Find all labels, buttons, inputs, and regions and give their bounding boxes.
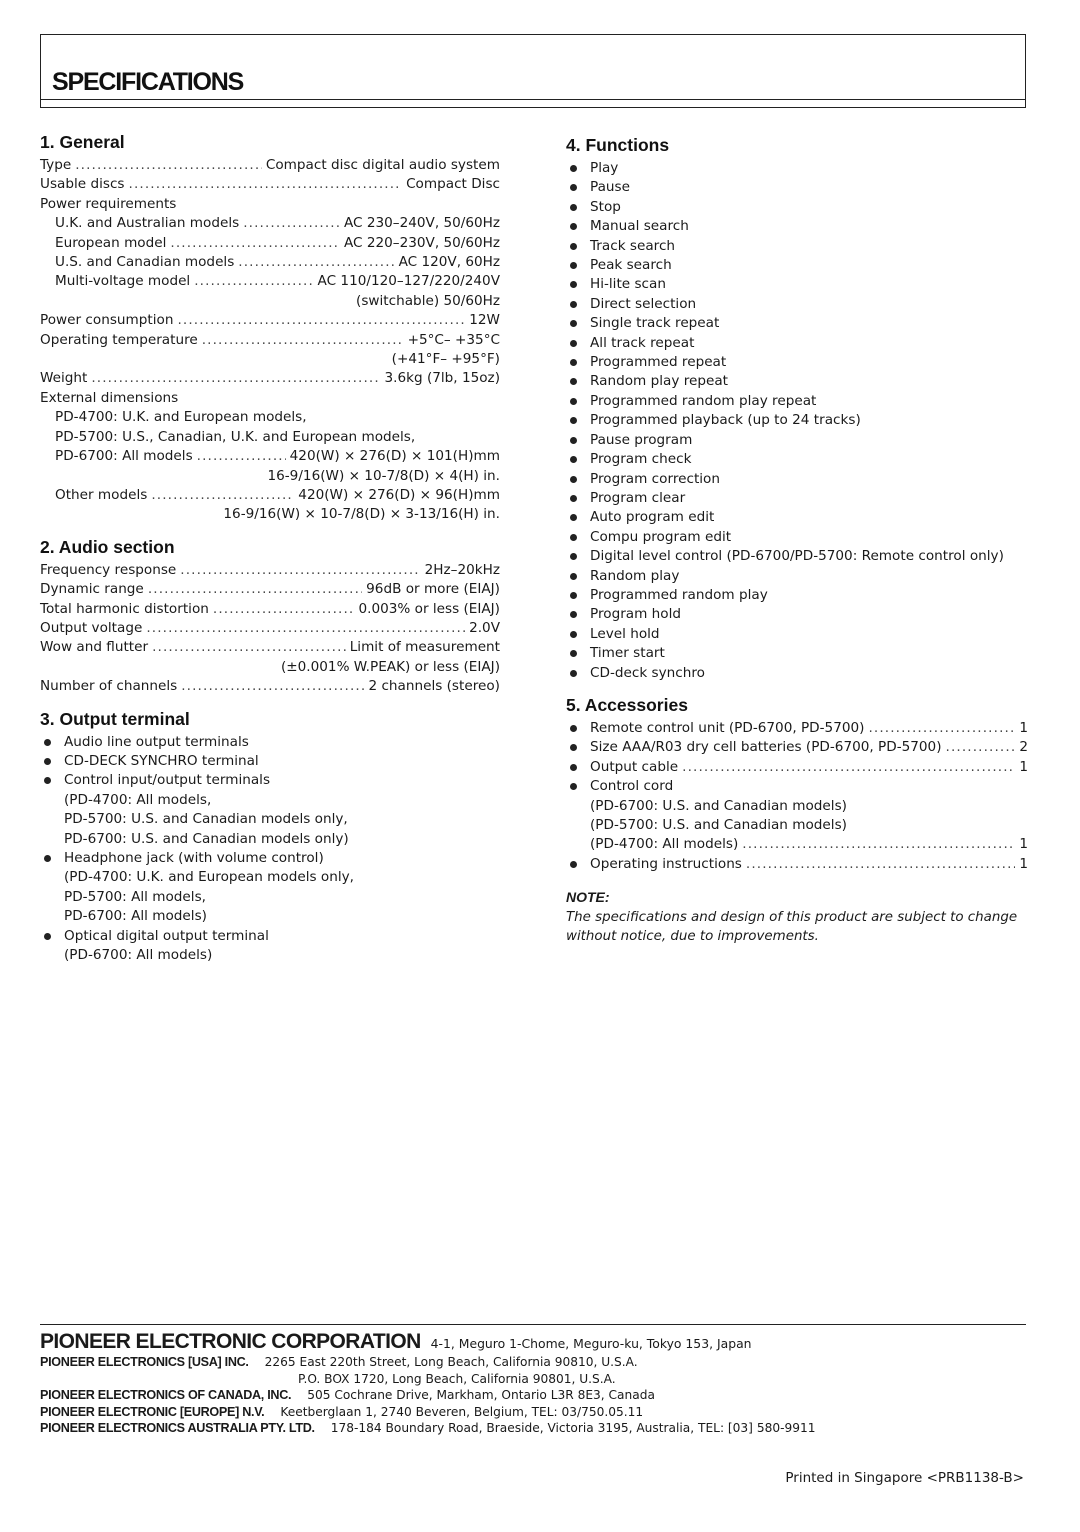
note-line-1: The specifications and design of this product are subject to change <box>566 909 1018 925</box>
spec-power-requirements: Power requirements <box>40 195 177 212</box>
list-item-sub: (PD-6700: All models) <box>64 947 213 964</box>
list-item-sub: (PD-6700: U.S. and Canadian models) <box>590 797 847 814</box>
list-item-sub: PD-6700: U.S. and Canadian models only) <box>64 830 349 847</box>
office-europe: PIONEER ELECTRONIC [EUROPE] N.V. Keetberglaan 1, 2740 Beveren, Belgium, TEL: 03/750.05.11 <box>40 1404 644 1419</box>
spec-external-dimensions: External dimensions <box>40 389 179 406</box>
list-item-sub: PD-6700: All models) <box>64 908 207 925</box>
accessory-control-cord: Control cord <box>566 777 1028 796</box>
list-item: Stop <box>566 198 1028 217</box>
list-item: Random play repeat <box>566 372 1028 391</box>
corp-address: 4-1, Meguro 1-Chome, Meguro-ku, Tokyo 153, Japan <box>430 1336 752 1351</box>
spec-row-operating-temperature: Operating temperature . . . +5°C– +35°C <box>40 331 500 350</box>
spec-temperature-fahrenheit: (+41°F– +95°F) <box>391 351 500 368</box>
list-item: Direct selection <box>566 295 1028 314</box>
spec-row-type: Type . . . Compact disc digital audio system <box>40 156 500 175</box>
list-item-sub: PD-5700: All models, <box>64 888 206 905</box>
list-item-sub: (PD-4700: All models, <box>64 791 212 808</box>
list-item: Optical digital output terminal <box>40 927 500 946</box>
spec-row-us-models: U.S. and Canadian models . . . AC 120V, 60Hz <box>40 253 500 272</box>
list-item: Timer start <box>566 644 1028 663</box>
spec-row-wow-flutter: Wow and flutter . . . Limit of measurement <box>40 638 500 657</box>
list-item-sub: PD-5700: U.S. and Canadian models only, <box>64 811 348 828</box>
section-audio-heading: 2. Audio section <box>40 536 175 557</box>
list-item: Program clear <box>566 489 1028 508</box>
list-item: Headphone jack (with volume control) <box>40 849 500 868</box>
corp-name: PIONEER ELECTRONIC CORPORATION <box>40 1330 421 1353</box>
accessory-remote-control: Remote control unit (PD-6700, PD-5700) . . . 1 <box>566 719 1028 738</box>
accessory-operating-instructions: Operating instructions . . . 1 <box>566 855 1028 874</box>
functions-list <box>566 159 1028 683</box>
spec-row-uk-models: U.K. and Australian models . . . AC 230–240V, 50/60Hz <box>40 214 500 233</box>
section-functions-heading: 4. Functions <box>566 135 670 155</box>
spec-row-power-consumption: Power consumption . . . 12W <box>40 311 500 330</box>
office-canada: PIONEER ELECTRONICS OF CANADA, INC. 505 Cochrane Drive, Markham, Ontario L3R 8E3, Canada <box>40 1388 655 1403</box>
office-usa: PIONEER ELECTRONICS [USA] INC. 2265 East 220th Street, Long Beach, California 90810, U.S.A. <box>40 1355 638 1369</box>
list-item: Program check <box>566 450 1028 469</box>
spec-row-multi-voltage: Multi-voltage model . . . AC 110/120–127/220/240V <box>40 272 500 291</box>
spec-row-output-voltage: Output voltage . . . 2.0V <box>40 619 500 638</box>
accessory-batteries: Size AAA/R03 dry cell batteries (PD-6700, PD-5700) . . . 2 <box>566 738 1028 757</box>
office-usa-po-box: P.O. BOX 1720, Long Beach, California 90801, U.S.A. <box>298 1371 616 1386</box>
list-item: Program hold <box>566 605 1028 624</box>
list-item-sub: (PD-5700: U.S. and Canadian models) <box>590 817 847 833</box>
section-accessories-heading: 5. Accessories <box>566 694 688 715</box>
spec-pd6700-inches: 16-9/16(W) × 10-7/8(D) × 4(H) in. <box>267 467 500 484</box>
spec-row-frequency-response: Frequency response . . . 2Hz–20kHz <box>40 561 500 580</box>
list-item: Auto program edit <box>566 508 1028 527</box>
list-item: CD-DECK SYNCHRO terminal <box>40 752 500 771</box>
list-item: Hi-lite scan <box>566 275 1028 294</box>
spec-pd5700-models: PD-5700: U.S., Canadian, U.K. and European models, <box>55 428 416 445</box>
right-column <box>566 131 1028 946</box>
list-item: All track repeat <box>566 334 1028 353</box>
corp-headquarters <box>40 1330 1030 1354</box>
spec-pd4700-models: PD-4700: U.K. and European models, <box>55 409 307 426</box>
list-item: Digital level control (PD-6700/PD-5700: Remote control only) <box>566 547 1028 566</box>
spec-multi-voltage-cont: (switchable) 50/60Hz <box>356 292 500 309</box>
print-code: Printed in Singapore <PRB1138-B> <box>785 1470 1024 1486</box>
page-title: SPECIFICATIONS <box>52 68 244 96</box>
spec-wow-flutter-cont: (±0.001% W.PEAK) or less (EIAJ) <box>280 658 500 675</box>
footer-divider <box>40 1324 1026 1325</box>
list-item: Program correction <box>566 470 1028 489</box>
list-item: Play <box>566 159 1028 178</box>
spec-row-dynamic-range: Dynamic range . . . 96dB or more (EIAJ) <box>40 580 500 599</box>
list-item: Control input/output terminals <box>40 771 500 790</box>
list-item: Level hold <box>566 625 1028 644</box>
note-line-2: without notice, due to improvements. <box>566 929 819 945</box>
accessory-control-cord-pd4700: (PD-4700: All models) . . . 1 <box>566 835 1028 854</box>
list-item: Manual search <box>566 217 1028 236</box>
list-item: Compu program edit <box>566 528 1028 547</box>
spec-row-channels: Number of channels . . . 2 channels (stereo) <box>40 677 500 696</box>
list-item: Random play <box>566 567 1028 586</box>
list-item: Programmed playback (up to 24 tracks) <box>566 411 1028 430</box>
list-item: Programmed random play <box>566 586 1028 605</box>
section-output-heading: 3. Output terminal <box>40 708 190 729</box>
list-item: Programmed random play repeat <box>566 392 1028 411</box>
office-australia: PIONEER ELECTRONICS AUSTRALIA PTY. LTD. 178-184 Boundary Road, Braeside, Victoria 3195, Australia, TEL: [03] 580-9911 <box>40 1421 816 1436</box>
spec-row-other-models: Other models . . . 420(W) × 276(D) × 96(H)mm <box>40 486 500 505</box>
note-heading: NOTE: <box>566 889 610 906</box>
list-item: Track search <box>566 237 1028 256</box>
spec-row-european-model: European model . . . AC 220–230V, 50/60Hz <box>40 234 500 253</box>
list-item: Audio line output terminals <box>40 733 500 752</box>
accessory-output-cable: Output cable . . . 1 <box>566 758 1028 777</box>
spec-row-usable-discs: Usable discs . . . Compact Disc <box>40 175 500 194</box>
list-item: Peak search <box>566 256 1028 275</box>
list-item: Programmed repeat <box>566 353 1028 372</box>
spec-row-weight: Weight . . . 3.6kg (7lb, 15oz) <box>40 369 500 388</box>
section-general-heading: 1. General <box>40 132 125 152</box>
list-item: Pause program <box>566 431 1028 450</box>
spec-row-thd: Total harmonic distortion . . . 0.003% or less (EIAJ) <box>40 600 500 619</box>
list-item: CD-deck synchro <box>566 664 1028 683</box>
left-column <box>40 128 500 965</box>
footer-addresses <box>40 1330 1030 1437</box>
title-underline <box>41 99 1025 100</box>
list-item: Pause <box>566 178 1028 197</box>
spec-other-inches: 16-9/16(W) × 10-7/8(D) × 3-13/16(H) in. <box>223 506 500 523</box>
list-item-sub: (PD-4700: U.K. and European models only, <box>64 869 354 886</box>
list-item: Single track repeat <box>566 314 1028 333</box>
spec-row-pd6700: PD-6700: All models . . . 420(W) × 276(D) × 101(H)mm <box>40 447 500 466</box>
